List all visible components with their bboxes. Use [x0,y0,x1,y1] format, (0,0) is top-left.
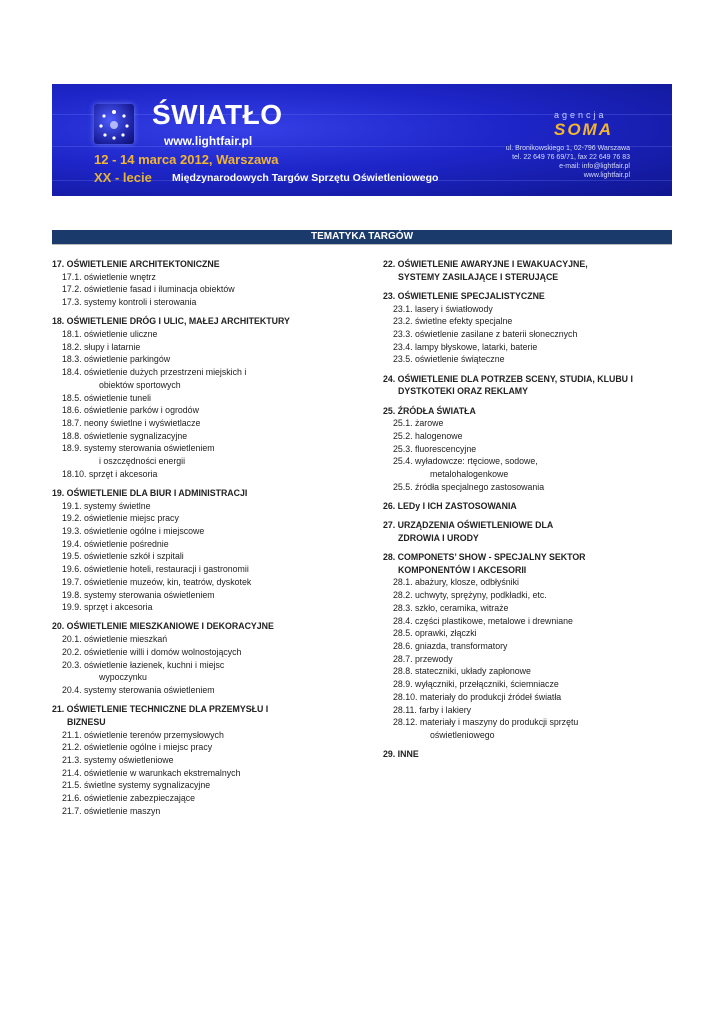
category-title-text-continued: DYSTKOTEKI ORAZ REKLAMY [398,386,528,397]
category-title [52,620,352,633]
subcategory-item [383,678,673,691]
category-title [52,258,352,271]
subcategory-text: 21.1. oświetlenie terenów przemysłowych [62,729,224,740]
subcategory-item [383,665,673,678]
subcategory-item [52,646,352,659]
agency-logo: SOMA [554,120,613,139]
subcategory-text: 25.4. wyładowcze: rtęciowe, sodowe, [393,456,538,467]
subcategory-item [52,271,352,284]
subcategory-text-continued: oświetleniowego [430,729,495,740]
subcategory-text: 18.3. oświetlenie parkingów [62,354,171,365]
subcategory-text: 28.4. części plastikowe, metalowe i drewniane [393,615,573,626]
subcategory-item [52,430,352,443]
subcategory-text: 17.2. oświetlenie fasad i iluminacja obiektów [62,284,235,295]
subcategory-text: 28.3. szkło, ceramika, witraże [393,602,509,613]
subcategory-text: 18.4. oświetlenie dużych przestrzeni miejskich i [62,367,247,378]
subcategory-text: 20.4. systemy sterowania oświetleniem [62,685,215,695]
subcategory-text: 28.6. gniazda, transformatory [393,640,508,651]
subcategory-text: 28.10. materiały do produkcji źródeł światła [393,691,562,702]
subcategory-text: 21.7. oświetlenie maszyn [62,805,161,816]
category-block [383,373,673,398]
category-title-text: 25. ŹRÓDŁA ŚWIATŁA [383,405,476,416]
subcategory-item [52,729,352,742]
category-title-text: 23. OŚWIETLENIE SPECJALISTYCZNE [383,290,545,301]
subcategory-text: 21.3. systemy oświetleniowe [62,755,174,766]
subcategory-text: 18.5. oświetlenie tuneli [62,392,152,403]
category-title-text: 18. OŚWIETLENIE DRÓG I ULIC, MAŁEJ ARCHITEKTURY [52,316,290,327]
subcategory-text-continued: metalohalogenkowe [430,469,509,480]
category-title [383,551,673,576]
subcategory-text: 21.5. świetlne systemy sygnalizacyjne [62,780,211,791]
subcategory-item [52,589,352,602]
category-block [383,500,673,513]
subcategory-item [52,805,352,818]
category-title-text: 19. OŚWIETLENIE DLA BIUR I ADMINISTRACJI [52,487,248,498]
subcategory-item [52,550,352,563]
category-title [52,703,352,728]
category-title [383,500,673,513]
subcategory-text: 18.10. sprzęt i akcesoria [62,468,158,479]
subcategory-text: 21.4. oświetlenie w warunkach ekstremalnych [62,767,241,778]
category-title-text: 29. INNE [383,749,419,760]
subcategory-item [52,442,352,467]
subcategory-item [383,481,673,494]
fair-title: ŚWIATŁO [152,99,283,130]
category-title [52,315,352,328]
category-title-text-continued: ZDROWIA I URODY [398,532,479,543]
contact-email: e-mail: info@lightfair.pl [559,163,630,170]
contact-website: www.lightfair.pl [583,172,630,179]
subcategory-item [52,392,352,405]
category-title-text: 28. COMPONETS’ SHOW - SPECJALNY SEKTOR [383,552,586,563]
subcategory-text: 19.6. oświetlenie hoteli, restauracji i gastronomii [62,564,249,575]
subcategory-item [383,627,673,640]
subcategory-item [383,328,673,341]
fair-date: 12 - 14 marca 2012, Warszawa [94,152,279,167]
subcategory-item [52,576,352,589]
subcategory-item [383,341,673,354]
section-title: TEMATYKA TARGÓW [52,230,672,244]
subcategory-text: 23.2. świetlne efekty specjalne [393,316,513,327]
subcategory-item [52,341,352,354]
subcategory-item [52,633,352,646]
subcategory-item [52,792,352,805]
subcategory-item [52,754,352,767]
subcategory-text: 28.1. abażury, klosze, odbłyśniki [393,577,519,588]
subcategory-item [383,303,673,316]
contact-block [506,144,630,180]
subcategory-text: 19.7. oświetlenie muzeów, kin, teatrów, dyskotek [62,576,252,587]
subcategory-item [52,741,352,754]
subcategory-text: 28.8. stateczniki, układy zapłonowe [393,666,531,677]
subcategory-item [383,589,673,602]
subcategory-text: 17.1. oświetlenie wnętrz [62,271,156,282]
subcategory-item [52,404,352,417]
category-title-text: 24. OŚWIETLENIE DLA POTRZEB SCENY, STUDIA, KLUBU I [383,373,633,384]
category-title-text-continued: KOMPONENTÓW I AKCESORII [398,564,527,575]
subcategory-item [383,716,673,741]
subcategory-text: 19.3. oświetlenie ogólne i miejscowe [62,526,205,537]
category-title [383,405,673,418]
subcategory-item [52,283,352,296]
category-title [383,290,673,303]
subcategory-text: 23.3. oświetlenie zasilane z baterii słonecznych [393,329,578,340]
subcategory-item [383,443,673,456]
subcategory-text: 18.2. słupy i latarnie [62,341,141,352]
subcategory-text: 18.6. oświetlenie parków i ogrodów [62,405,199,416]
subcategory-text: 20.3. oświetlenie łazienek, kuchni i miejsc [62,659,225,670]
subcategory-item [383,615,673,628]
subcategory-text: 21.2. oświetlenie ogólne i miejsc pracy [62,742,213,753]
contact-address: ul. Bronikowskiego 1, 02-796 Warszawa [505,145,630,152]
subcategory-text-continued: wypoczynku [99,672,147,683]
fair-url: www.lightfair.pl [164,134,253,148]
category-block [52,620,352,696]
subcategory-text: 25.1. żarowe [393,418,444,429]
subcategory-item [52,563,352,576]
subcategory-item [52,525,352,538]
subcategory-item [52,366,352,391]
subcategory-text: 19.9. sprzęt i akcesoria [62,602,153,613]
subcategory-item [383,417,673,430]
subcategory-item [383,653,673,666]
subcategory-item [52,659,352,684]
section-divider [52,244,672,245]
subcategory-text: 17.3. systemy kontroli i sterowania [62,297,197,308]
category-block [52,703,352,817]
category-block [383,551,673,742]
category-title-text: 26. LEDy I ICH ZASTOSOWANIA [383,500,517,511]
category-title-text: 17. OŚWIETLENIE ARCHITEKTONICZNE [52,259,220,269]
subcategory-item [383,353,673,366]
category-block [383,519,673,544]
subcategory-text: 28.2. uchwyty, sprężyny, podkładki, etc. [393,590,547,601]
subcategory-item [383,602,673,615]
header-banner [52,84,672,196]
category-title [383,373,673,398]
subcategory-item [383,430,673,443]
subcategory-item [383,691,673,704]
subcategory-text-continued: obiektów sportowych [99,379,181,390]
category-title [383,519,673,544]
subcategory-text: 18.7. neony świetlne i wyświetlacze [62,417,201,428]
subcategory-text: 21.6. oświetlenie zabezpieczające [62,793,196,804]
category-block [52,487,352,614]
category-title [383,258,673,283]
subcategory-item [52,601,352,614]
subcategory-text: 28.5. oprawki, złączki [393,628,477,639]
subcategory-item [52,353,352,366]
agency-label: agencja [554,110,607,120]
subcategory-item [383,640,673,653]
subcategory-text: 25.3. fluorescencyjne [393,443,477,454]
subcategory-item [383,576,673,589]
subcategory-text: 20.1. oświetlenie mieszkań [62,634,168,645]
category-title-text: 20. OŚWIETLENIE MIESZKANIOWE I DEKORACYJNE [52,621,274,632]
subcategory-item [383,315,673,328]
subcategory-item [383,704,673,717]
subcategory-text: 25.2. halogenowe [393,430,463,441]
category-block [52,315,352,480]
subcategory-text: 28.9. wyłączniki, przełączniki, ściemniacze [393,679,559,690]
subcategory-text: 23.1. lasery i światłowody [393,303,493,314]
subcategory-item [52,328,352,341]
subcategory-text: 18.9. systemy sterowania oświetleniem [62,443,215,454]
fair-edition: XX - lecie [94,170,152,185]
category-title-text: 21. OŚWIETLENIE TECHNICZNE DLA PRZEMYSŁU I [52,704,269,715]
subcategory-text: 28.11. farby i lakiery [393,704,472,715]
subcategory-item [52,684,352,697]
left-column [52,258,352,824]
subcategory-text: 18.1. oświetlenie uliczne [62,329,158,340]
category-block [383,748,673,761]
subcategory-text: 23.4. lampy błyskowe, latarki, baterie [393,341,538,352]
subcategory-text: 19.8. systemy sterowania oświetleniem [62,589,215,600]
category-title [52,487,352,500]
category-title-text-continued: BIZNESU [67,716,106,727]
subcategory-text: 25.5. źródła specjalnego zastosowania [393,481,545,492]
fair-subtitle: Międzynarodowych Targów Sprzętu Oświetleniowego [172,172,439,184]
subcategory-item [52,296,352,309]
category-title-text-continued: SYSTEMY ZASILAJĄCE I STERUJĄCE [398,271,559,282]
category-block [383,258,673,283]
subcategory-text: 19.1. systemy świetlne [62,500,151,511]
category-block [383,405,673,494]
category-title-text: 27. URZĄDZENIA OŚWIETLENIOWE DLA [383,520,554,531]
subcategory-text: 19.2. oświetlenie miejsc pracy [62,513,179,524]
subcategory-item [52,468,352,481]
category-block [52,258,352,309]
subcategory-text: 18.8. oświetlenie sygnalizacyjne [62,430,188,441]
category-title [383,748,673,761]
subcategory-text-continued: i oszczędności energii [99,456,186,467]
subcategory-text: 19.5. oświetlenie szkół i szpitali [62,551,184,562]
contact-phone: tel. 22 649 76 69/71, fax 22 649 76 83 [512,154,630,161]
category-block [383,290,673,366]
subcategory-item [52,779,352,792]
fair-logo-icon [94,104,134,144]
subcategory-item [52,538,352,551]
subcategory-text: 28.7. przewody [393,653,453,664]
category-title-text: 22. OŚWIETLENIE AWARYJNE I EWAKUACYJNE, [383,259,588,269]
subcategory-text: 28.12. materiały i maszyny do produkcji sprzętu [393,717,579,728]
subcategory-text: 19.4. oświetlenie pośrednie [62,538,169,549]
right-column [383,258,673,767]
subcategory-item [52,512,352,525]
subcategory-item [52,500,352,513]
subcategory-text: 23.5. oświetlenie świąteczne [393,354,505,365]
subcategory-item [52,767,352,780]
subcategory-item [383,455,673,480]
subcategory-text: 20.2. oświetlenie willi i domów wolnostojących [62,646,242,657]
subcategory-item [52,417,352,430]
